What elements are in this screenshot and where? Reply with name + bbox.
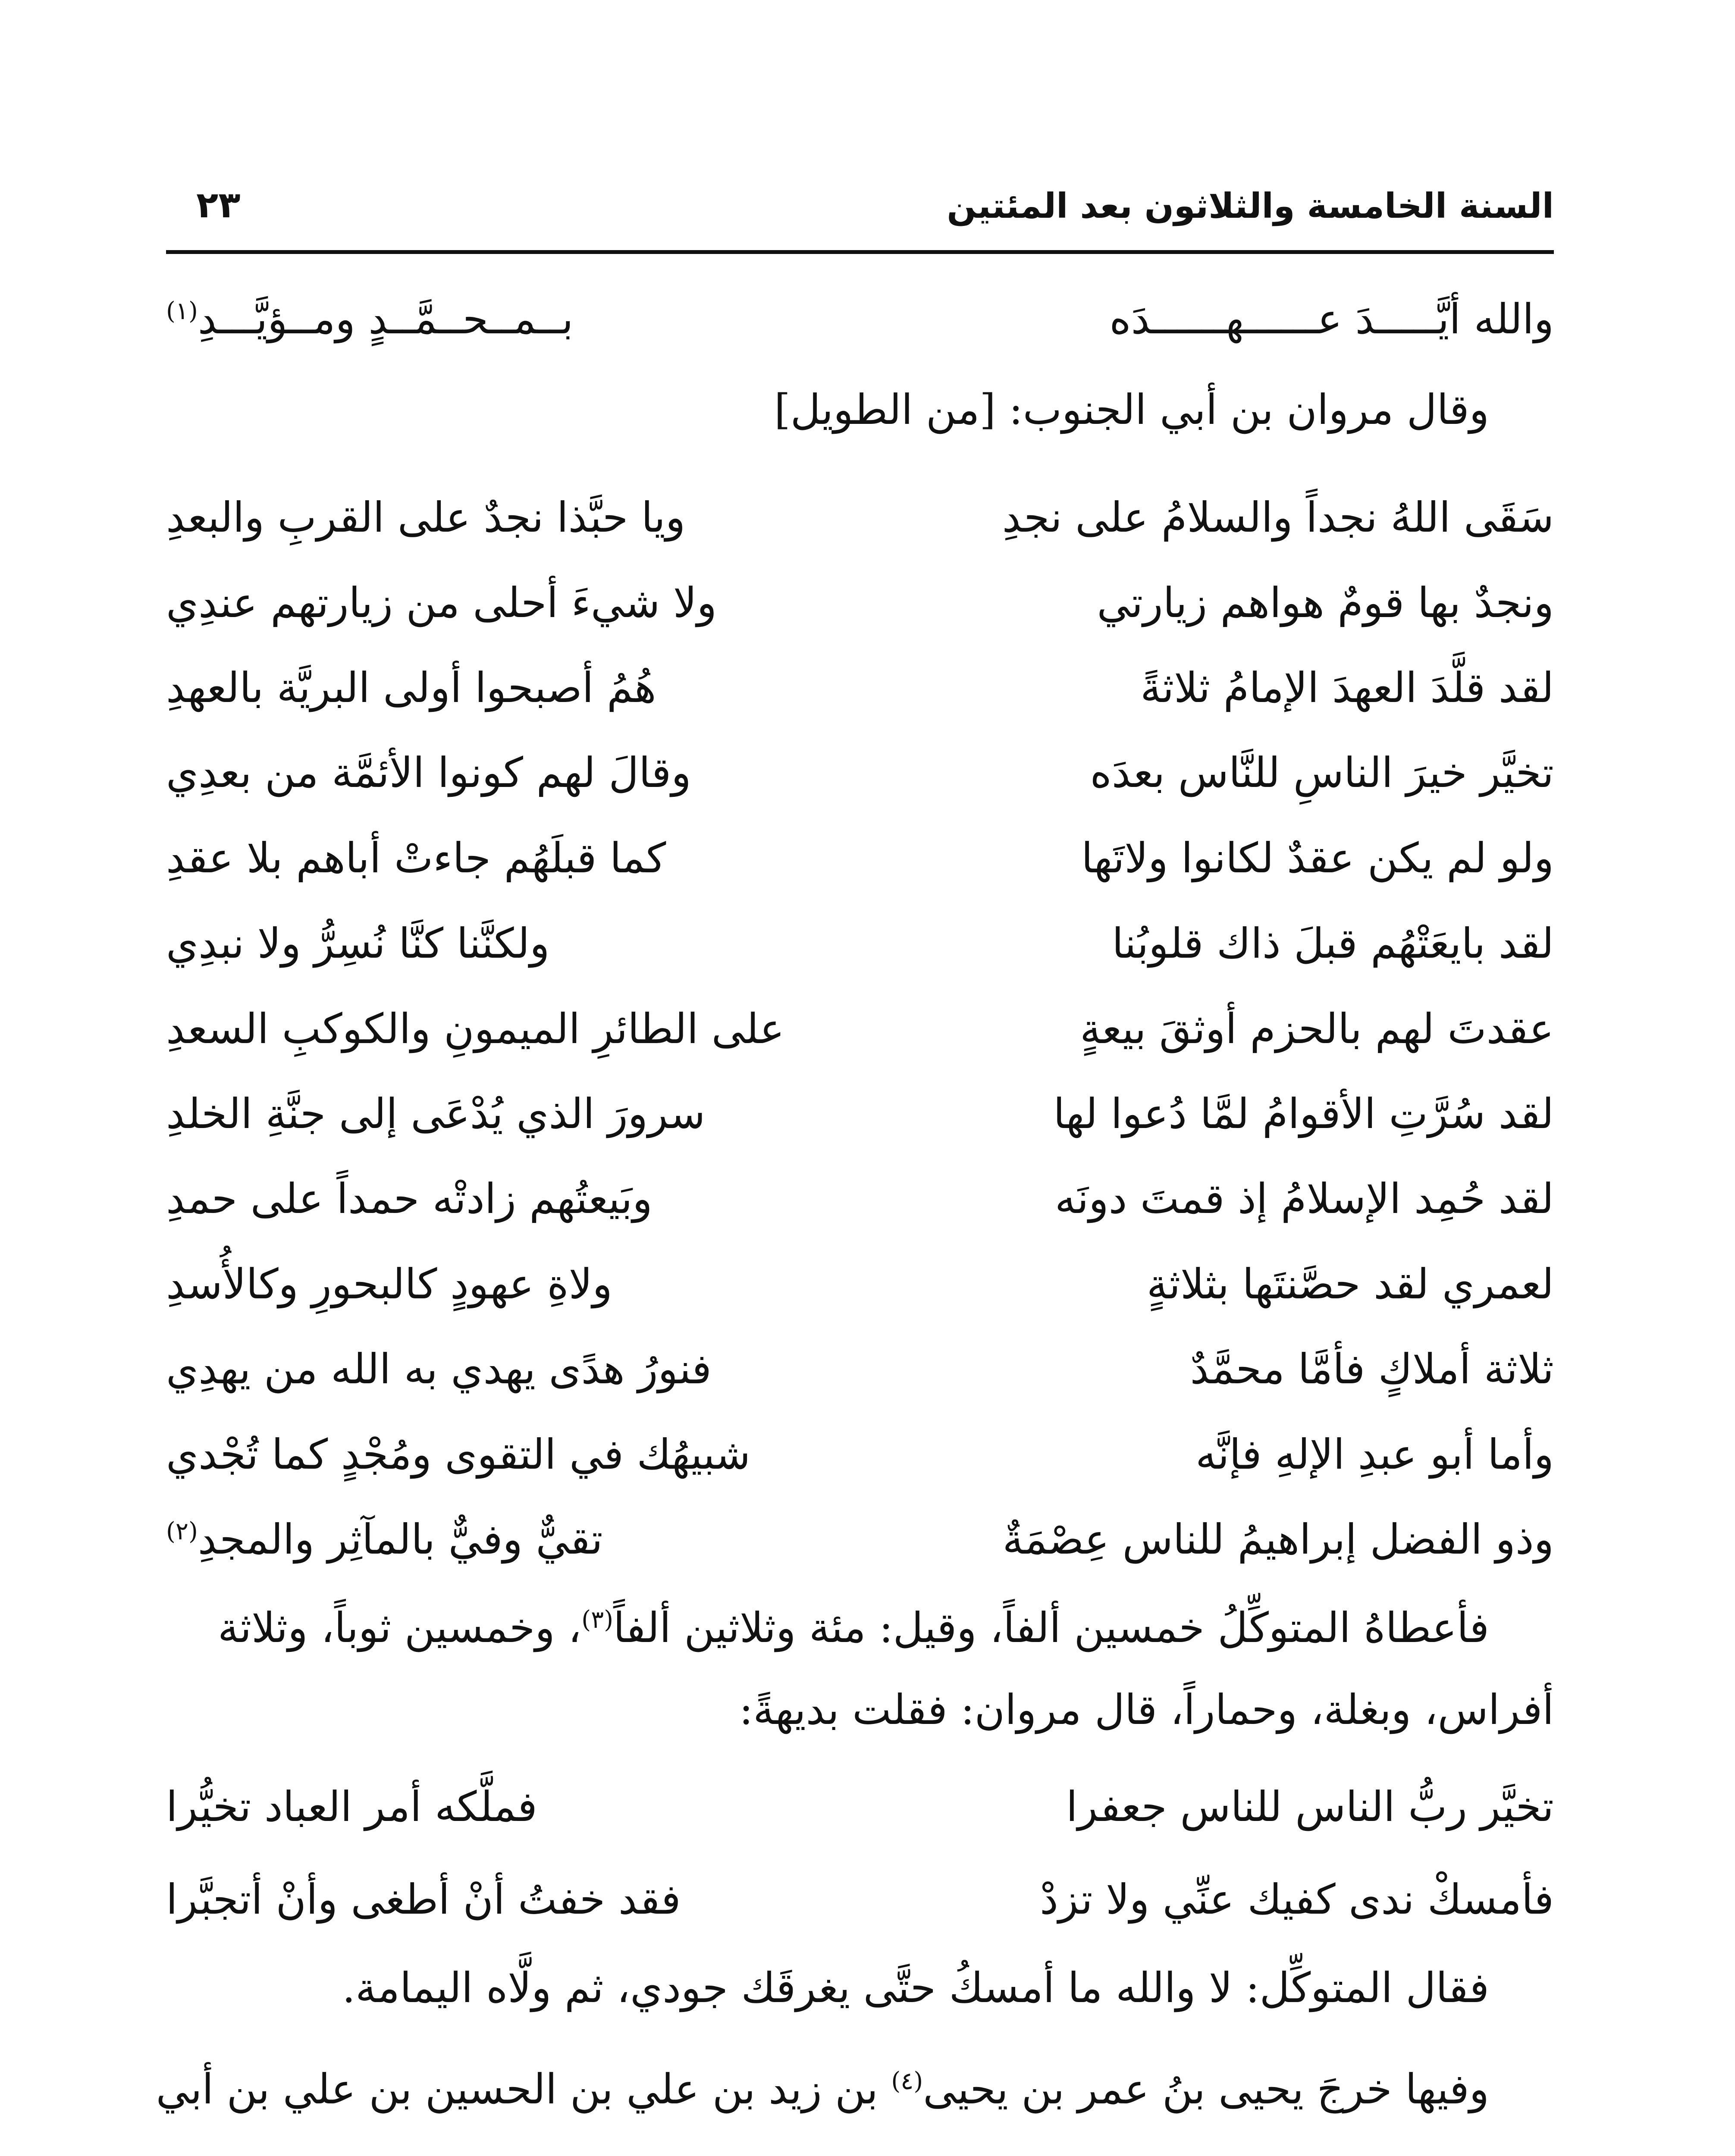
paragraph-text: ، وخمسين ثوباً، وثلاثة: [218, 1604, 582, 1652]
first-hemistich: ولو لم يكن عقدٌ لكانوا ولاتَها: [1081, 834, 1554, 882]
page-number: ٢٣: [196, 184, 241, 226]
verse-line: [166, 573, 1554, 633]
header-rule: [166, 250, 1554, 254]
first-hemistich: ثلاثة أملاكٍ فأمَّا محمَّدٌ: [1190, 1345, 1554, 1393]
hemistich-text: تقيٌّ وفيٌّ بالمآثِر والمجدِ: [198, 1515, 603, 1564]
first-hemistich: لقد قلَّدَ العهدَ الإمامُ ثلاثةً: [1140, 664, 1554, 712]
second-hemistich: فملَّكه أمر العباد تخيُّرا: [166, 1783, 537, 1831]
poem-intro: وقال مروان بن أبي الجنوب: [من الطويل]: [774, 385, 1489, 434]
paragraph-text: فأعطاهُ المتوكِّلُ خمسين ألفاً، وقيل: مئة وثلاثين ألفاً: [613, 1604, 1489, 1652]
second-hemistich: ولكنَّنا كنَّا نُسِرُّ ولا نبدِي: [166, 919, 550, 968]
verse-line: [166, 1254, 1554, 1314]
verse-line: [166, 1084, 1554, 1144]
paragraph-text: وفيها خرجَ يحيى بنُ عمر بن يحيى: [923, 2065, 1489, 2113]
first-hemistich: والله أيَّـــــدَ عــــــهــــــدَه: [1109, 295, 1554, 343]
first-hemistich: وأما أبو عبدِ الإلهِ فإنَّه: [1195, 1430, 1554, 1479]
second-hemistich: ولا شيءَ أحلى من زيارتهم عندِي: [166, 579, 717, 627]
verse-line: [166, 1424, 1554, 1485]
verse-line: [166, 1869, 1554, 1930]
second-hemistich: [166, 289, 574, 349]
second-hemistich: ويا حبَّذا نجدٌ على القربِ والبعدِ: [166, 493, 686, 542]
verse-line: [166, 1339, 1554, 1399]
verse-line: [166, 487, 1554, 548]
second-hemistich: هُمُ أصبحوا أولى البريَّة بالعهدِ: [166, 664, 656, 712]
paragraph-line: فقال المتوكِّل: لا والله ما أمسكُ حتَّى يغرقَك جودي، ثم ولَّاه اليمامة.: [342, 1964, 1489, 2012]
footnote-marker[interactable]: (١): [166, 297, 198, 325]
first-hemistich: لعمري لقد حصَّنتَها بثلاثةٍ: [1146, 1260, 1554, 1308]
paragraph-line: [166, 1598, 1554, 1658]
first-hemistich: وذو الفضل إبراهيمُ للناس عِصْمَةٌ: [1002, 1515, 1554, 1564]
first-hemistich: ونجدٌ بها قومٌ هواهم زيارتي: [1097, 579, 1554, 627]
verse-line: [166, 999, 1554, 1059]
verse-line: [166, 828, 1554, 888]
verse-line: [166, 658, 1554, 718]
verse-line: [166, 743, 1554, 803]
first-hemistich: تخيَّر ربُّ الناس للناس جعفرا: [1066, 1783, 1554, 1831]
running-title: السنة الخامسة والثلاثون بعد المئتين: [947, 186, 1554, 226]
footnote-marker[interactable]: (٣): [581, 1606, 614, 1634]
first-hemistich: لقد بايعَتْهُم قبلَ ذاك قلوبُنا: [1112, 919, 1554, 968]
footnote-marker[interactable]: (٢): [166, 1517, 198, 1545]
running-header: [166, 172, 1554, 229]
verse-line: [166, 1509, 1554, 1570]
paragraph-line: أفراس، وبغلة، وحماراً، قال مروان: فقلت بديهةً:: [739, 1686, 1554, 1734]
verse-line: [166, 289, 1554, 349]
second-hemistich: وبَيعتُهم زادتْه حمداً على حمدِ: [166, 1175, 653, 1223]
second-hemistich: وقالَ لهم كونوا الأئمَّة من بعدِي: [166, 749, 691, 797]
first-hemistich: لقد حُمِد الإسلامُ إذ قمتَ دونَه: [1055, 1175, 1554, 1223]
first-hemistich: سَقَى اللهُ نجداً والسلامُ على نجدِ: [1002, 493, 1554, 542]
verse-line: [166, 1169, 1554, 1229]
second-hemistich: فنورُ هدًى يهدي به الله من يهدِي: [166, 1345, 712, 1393]
second-hemistich: فقد خفتُ أنْ أطغى وأنْ أتجبَّرا: [166, 1875, 681, 1924]
hemistich-text: بــمــحــمَّــدٍ ومــؤيَّـــدِ: [198, 295, 574, 343]
verse-line: [166, 1777, 1554, 1837]
footnote-marker[interactable]: (٤): [891, 2067, 923, 2095]
second-hemistich: [166, 1509, 603, 1570]
first-hemistich: فأمسكْ ندى كفيك عنِّي ولا تزدْ: [1040, 1875, 1554, 1924]
second-hemistich: كما قبلَهُم جاءتْ أباهم بلا عقدِ: [166, 834, 666, 882]
second-hemistich: سرورَ الذي يُدْعَى إلى جنَّةِ الخلدِ: [166, 1090, 706, 1138]
paragraph-text: بن زيد بن علي بن الحسين بن علي بن أبي: [156, 2065, 891, 2113]
first-hemistich: لقد سُرَّتِ الأقوامُ لمَّا دُعوا لها: [1053, 1090, 1554, 1138]
verse-line: [166, 913, 1554, 974]
first-hemistich: تخيَّر خيرَ الناسِ للنَّاس بعدَه: [1090, 749, 1554, 797]
second-hemistich: ولاةِ عهودٍ كالبحورِ وكالأُسدِ: [166, 1260, 612, 1308]
first-hemistich: عقدتَ لهم بالحزم أوثقَ بيعةٍ: [1080, 1005, 1554, 1053]
second-hemistich: شبيهُك في التقوى ومُجْدٍ كما تُجْدي: [166, 1430, 751, 1479]
second-hemistich: على الطائرِ الميمونِ والكوكبِ السعدِ: [166, 1005, 784, 1053]
paragraph-line: [156, 2059, 1554, 2119]
